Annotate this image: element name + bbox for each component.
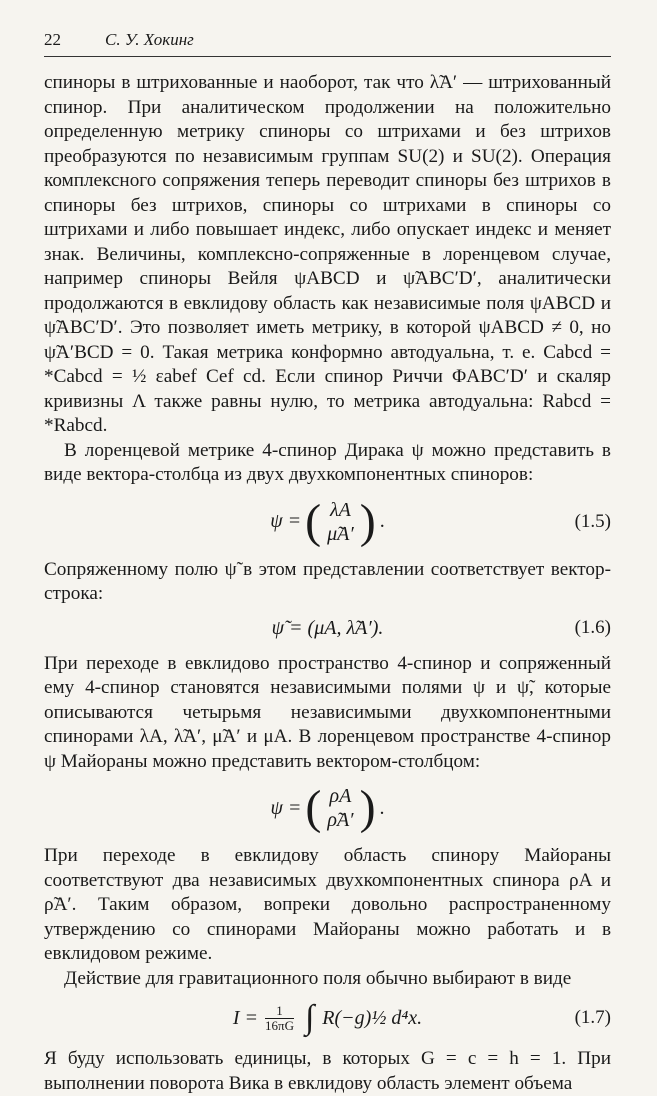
eq3-lhs: ψ = bbox=[270, 796, 302, 819]
eq4-fraction bbox=[265, 1004, 294, 1033]
right-paren: ) bbox=[359, 781, 376, 834]
equation-1-6 bbox=[44, 617, 611, 640]
integral-sign: ∫ bbox=[304, 999, 315, 1036]
eq1-lhs: ψ = bbox=[270, 510, 302, 532]
eq1-column-vector bbox=[325, 498, 356, 546]
eq3-column-vector bbox=[325, 784, 355, 832]
right-paren: ) bbox=[359, 494, 376, 548]
equation-majorana: ψ = ( ρA ρ̃A′ ) . bbox=[270, 781, 385, 834]
left-paren: ( bbox=[305, 781, 322, 834]
eq3-top-entry: ρA bbox=[329, 785, 352, 807]
paragraph-gravitational-action: Действие для гравитационного поля обычно выбирают в виде bbox=[64, 967, 572, 989]
paragraph-units: Я буду использовать единицы, в которых G = c = h = 1. При выполнении поворота Вика в евклидову область элемент объема bbox=[44, 1048, 611, 1094]
equation-1-7 bbox=[44, 1001, 611, 1035]
eq4-denominator: 16πG bbox=[265, 1017, 294, 1033]
paragraph-row-vector: Сопряженному полю ψ̃ в этом представлении соответствует вектор-строка: bbox=[44, 558, 611, 604]
equation-number: (1.6) bbox=[574, 617, 611, 638]
paragraph-spinor-conjugation: спиноры в штрихованные и наоборот, так что λ̃A′ — штрихованный спинор. При аналитическом продолжении на положительно определенную метрику спиноры со штрихами и без штрихов преобразуются по независимым группам SU(2) и SU(2). Операция комплексного сопряжения теперь переводит спиноры без штрихов в спиноры без штрихов, спиноры со штрихами в спиноры со штрихами и либо повышает индекс, либо опускает индекс и меняет знак. Величины, комплексно-сопряженные в лоренцевом случае, например спиноры Вейля ψABCD и ψ̃ABC′D′, аналитически продолжаются в евклидову область как независимые поля ψABCD и ψ̃ABC′D′. Это позволяет иметь метрику, в которой ψABCD ≠ 0, но ψ̃A′BCD = 0. Такая метрика конформно автодуальна, т. е. Cabcd = *Cabcd = ½ εabef Cef cd. Если спинор Риччи ΦABC′D′ и скаляр кривизны Λ также равны нулю, то метрика автодуальна: Rabcd = *Rabcd. bbox=[44, 72, 611, 436]
eq4-rhs: R(−g)½ d⁴x. bbox=[322, 1006, 423, 1029]
eq3-bottom-entry: ρ̃A′ bbox=[327, 809, 354, 831]
eq4-numerator: 1 bbox=[276, 1002, 283, 1018]
left-paren: ( bbox=[305, 494, 322, 548]
eq1-bottom-entry: μ̃A′ bbox=[327, 522, 354, 545]
paragraph-euclidean-spinors: При переходе в евклидово пространство 4-спинор и сопряженный ему 4-спинор становятся независимыми полями ψ и ψ̃, которые описываются четырьмя независимыми двухкомпонентными спинорами λA, λ̃A′, μ̃A′ и μA. В лоренцевом пространстве 4-спинор ψ Майораны можно представить вектором-столбцом: bbox=[44, 652, 611, 772]
paragraph-dirac-spinor: В лоренцевой метрике 4-спинор Дирака ψ можно представить в виде вектора-столбца из двух двухкомпонентных спиноров: bbox=[44, 439, 611, 485]
running-title: С. У. Хокинг bbox=[105, 30, 194, 49]
page-number: 22 bbox=[44, 30, 61, 49]
equation-number: (1.5) bbox=[574, 510, 611, 532]
equation-1-5: ψ = ( λA μ̃A′ ) . (1.5) bbox=[270, 494, 611, 548]
equation-number: (1.7) bbox=[574, 1007, 611, 1028]
eq2-formula: ψ̃ = (μA, λ̃A′). bbox=[271, 616, 384, 639]
page-header bbox=[44, 30, 611, 57]
eq1-top-entry: λA bbox=[330, 498, 351, 521]
eq4-lhs: I = bbox=[232, 1006, 258, 1029]
paragraph-majorana-euclidean: При переходе в евклидову область спинору Майораны соответствуют два независимых двухкомпонентных спинора ρA и ρ̃A′. Таким образом, вопреки довольно распространенному утверждению со спинорами Майораны можно работать и в евклидовом режиме. bbox=[44, 845, 611, 964]
